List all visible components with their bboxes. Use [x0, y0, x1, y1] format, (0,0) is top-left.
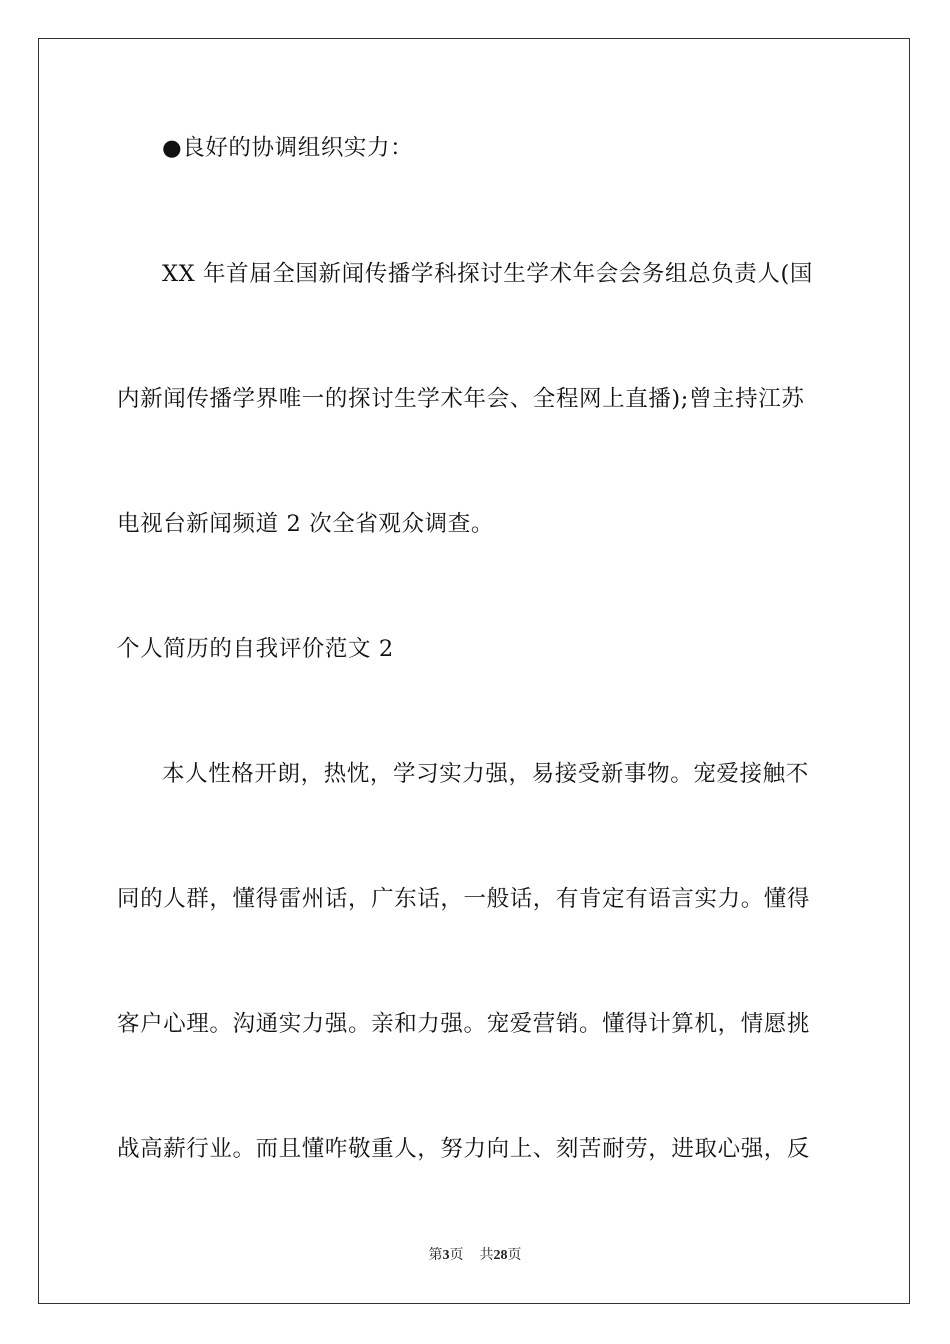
- paragraph-line-5: 同的人群，懂得雷州话，广东话，一般话，有肯定有语言实力。懂得: [117, 886, 811, 912]
- bullet-heading-coordination: ●良好的协调组织实力：: [162, 135, 414, 161]
- page-number: 3: [442, 1248, 450, 1263]
- paragraph-line-4: 本人性格开朗，热忱，学习实力强，易接受新事物。宠爱接触不: [162, 761, 809, 787]
- page-prefix: 第: [428, 1248, 443, 1263]
- total-prefix: 共: [479, 1248, 494, 1263]
- page-suffix: 页: [449, 1248, 464, 1263]
- section-heading: 个人简历的自我评价范文 2: [117, 636, 394, 662]
- page-border: [38, 38, 910, 1304]
- paragraph-line-2: 内新闻传播学界唯一的探讨生学术年会、全程网上直播);曾主持江苏: [117, 386, 805, 412]
- total-pages: 28: [493, 1248, 508, 1263]
- total-suffix: 页: [507, 1248, 522, 1263]
- paragraph-line-3: 电视台新闻频道 2 次全省观众调查。: [117, 511, 494, 537]
- paragraph-line-6: 客户心理。沟通实力强。亲和力强。宠爱营销。懂得计算机，情愿挑: [117, 1011, 811, 1037]
- paragraph-line-7: 战高薪行业。而且懂咋敬重人，努力向上、刻苦耐劳，进取心强，反: [117, 1136, 811, 1162]
- page-footer: [0, 1247, 950, 1265]
- paragraph-line-1: XX 年首届全国新闻传播学科探讨生学术年会会务组总负责人(国: [162, 261, 813, 287]
